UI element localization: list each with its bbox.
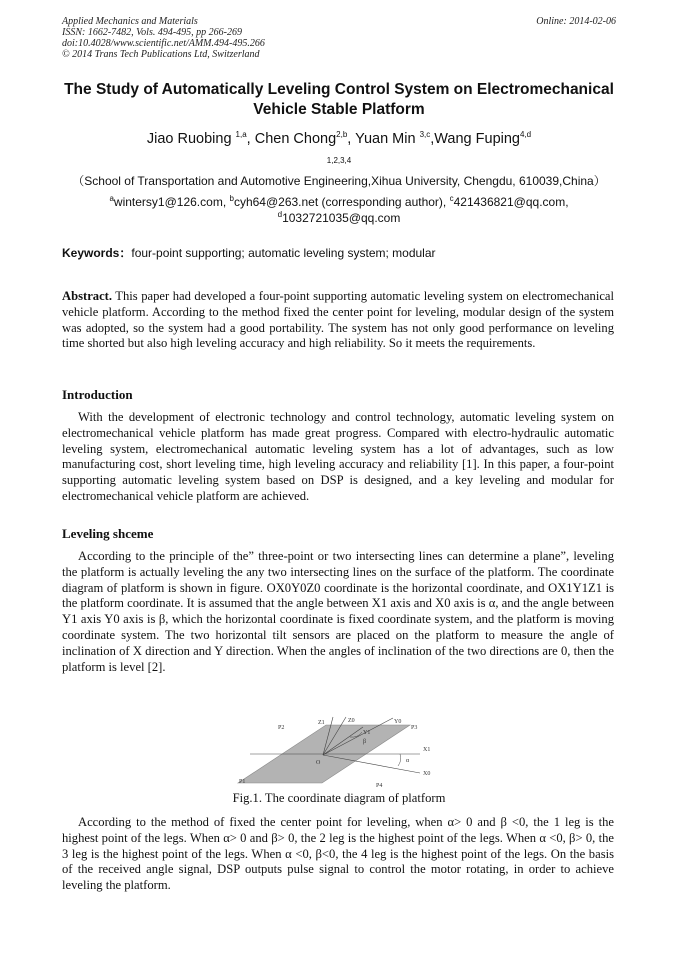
leveling-heading: Leveling shceme xyxy=(62,526,154,541)
keywords-label: Keywords： xyxy=(62,246,132,260)
alpha-arc xyxy=(398,754,401,766)
coordinate-diagram xyxy=(230,713,450,791)
figure-caption: Fig.1. The coordinate diagram of platform xyxy=(232,791,446,805)
abstract xyxy=(62,289,614,352)
keywords xyxy=(62,245,616,261)
z1-label: Z1 xyxy=(318,720,325,726)
affiliation: $^{1,2,3,4}$（School of Transportation and Automotive Engineering,Xihua University, Chengdu, 610039,China） xyxy=(72,156,606,188)
online-date: Online: 2014-02-06 xyxy=(536,16,616,27)
z0-label: Z0 xyxy=(348,718,355,724)
author-list xyxy=(62,129,616,149)
alpha-label: α xyxy=(406,758,410,764)
p1-label: P1 xyxy=(239,779,246,785)
paper-title: The Study of Automatically Leveling Control System on Electromechanical Vehicle Stable Platform xyxy=(64,81,614,118)
x1-label: X1 xyxy=(423,747,431,753)
y0-label: Y0 xyxy=(394,719,402,725)
email-list: $^a$wintersy1@126.com, $^b$cyh64@263.net (corresponding author), $^c$421436821@qq.com, $^d$1032721035@qq.com xyxy=(109,194,569,225)
introduction-text: With the development of electronic technology and control technology, automatic leveling system on electromechanical vehicle platform has made great progress. Compared with electro-hydraulic automatic leveling system, electromechanical automatic leveling system has a lot of advantages, such as low manufacturing cost, short leveling time, high leveling accuracy and reliability [1]. In this paper, a four-point supporting automatic leveling system based on DSP is designed, and a key leveling and modular for electromechanical vehicle platform are achieved. xyxy=(62,410,614,503)
x0-label: X0 xyxy=(423,771,431,777)
issn-line: ISSN: 1662-7482, Vols. 494-495, pp 266-269 xyxy=(62,27,242,38)
final-paragraph: According to the method of fixed the center point for leveling, when α> 0 and β <0, the 1 leg is the highest point of the legs. When α> 0 and β> 0, the 2 leg is the highest point of the legs. When α <0, β> 0, the 3 leg is the highest point of the legs. When α <0, β<0, the 4 leg is the highest point of the legs. On the basis of the received angle signal, DSP outputs pulse signal to control the motor rotating, in order to achieve leveling the platform. xyxy=(62,815,614,893)
beta-label: β xyxy=(363,739,367,745)
journal-name: Applied Mechanics and Materials xyxy=(62,16,198,27)
y1-label: Y1 xyxy=(363,730,371,736)
abstract-text: This paper had developed a four-point supporting automatic leveling system on electromechanical vehicle platform. According to the method fixed the center point for leveling, modular design of the system was adopted, so the system had a good portability. The system has not only good performance on leveling time shorted but also high leveling accuracy and high reliability. So it meets the requirements. xyxy=(62,289,614,351)
author: Wang Fuping$^{4,d}$ xyxy=(434,130,532,147)
origin-label: O xyxy=(316,760,321,766)
author: Yuan Min $^{3,c}$, xyxy=(355,130,435,147)
p4-label: P4 xyxy=(376,783,383,789)
p2-label: P2 xyxy=(278,725,285,731)
author: Chen Chong$^{2,b}$, xyxy=(254,130,356,147)
doi-line: doi:10.4028/www.scientific.net/AMM.494-495.266 xyxy=(62,38,265,49)
keywords-text: four-point supporting; automatic leveling system; modular xyxy=(131,246,436,260)
leveling-text: According to the principle of the” three-point or two intersecting lines can determine a plane”, leveling the platform is actually leveling the any two intersecting lines on the surface of the platform. The coordinate diagram of platform is shown in figure. OX0Y0Z0 coordinate is the horizontal coordinate, and OX1Y1Z1 is the platform coordinate. It is assumed that the angle between X1 axis and X0 axis is α, and the angle between Y1 axis Y0 axis is β, which the horizontal coordinate is fixed coordinate system, and the platform is moving coordinate system. The two horizontal tilt sensors are placed on the platform to measure the angle of inclination of X direction and Y direction. When the angles of inclination of the two directions are 0, then the platform is level [2]. xyxy=(62,549,614,674)
introduction-heading: Introduction xyxy=(62,387,133,402)
p3-label: P3 xyxy=(411,725,418,731)
author: Jiao Ruobing $^{1,a}$, xyxy=(146,130,255,147)
abstract-label: Abstract. xyxy=(62,289,113,303)
copyright-line: © 2014 Trans Tech Publications Ltd, Switzerland xyxy=(62,49,260,60)
